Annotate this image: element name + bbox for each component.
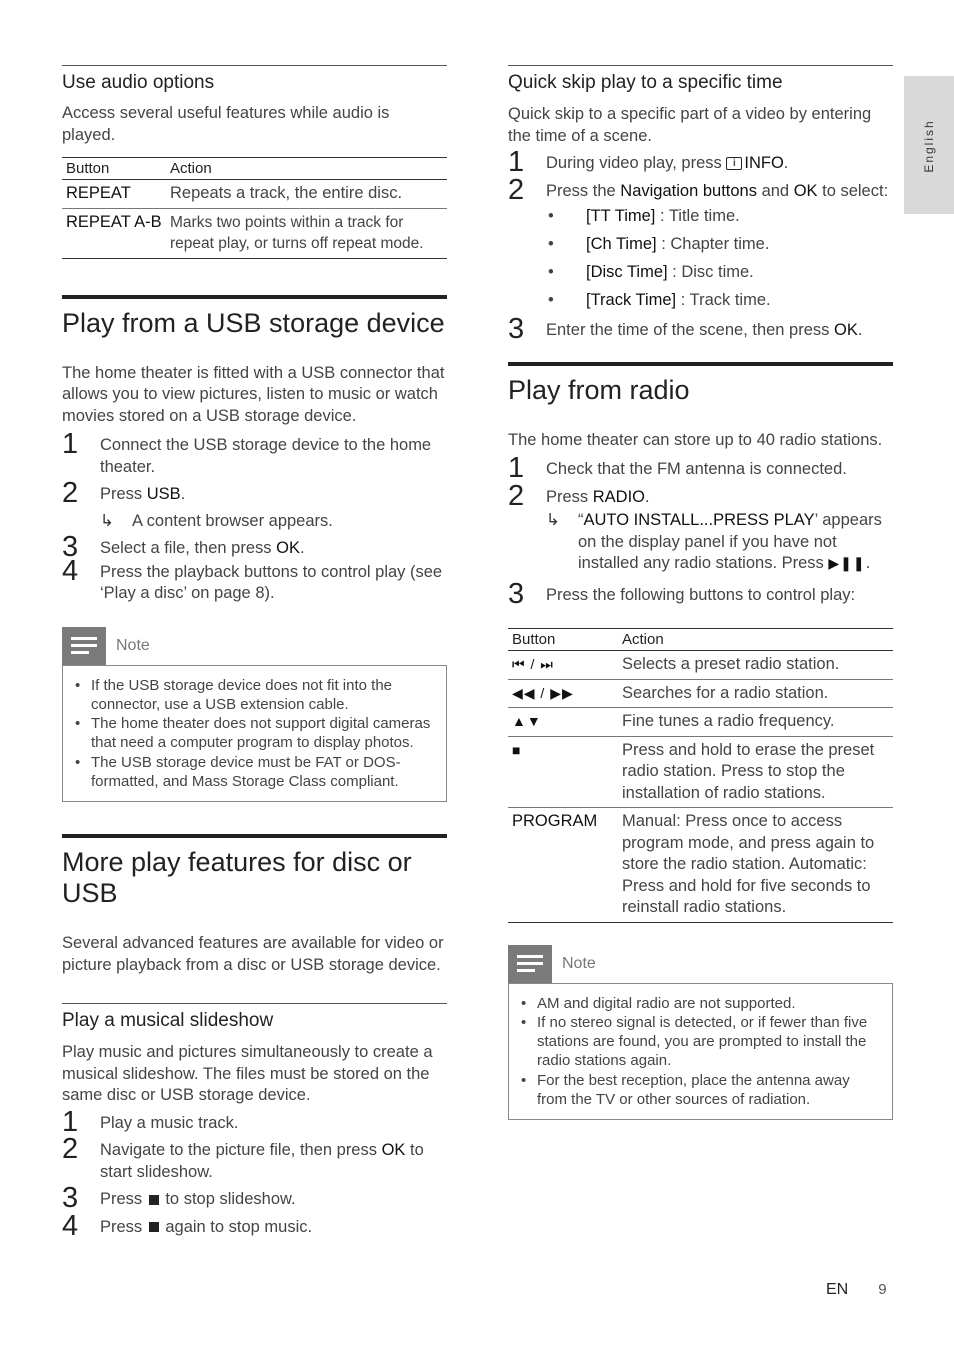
slideshow-step-2 [62,1133,447,1183]
list-item: • [Track Time] : Track time. [548,291,771,309]
option-desc: : Disc time. [667,263,754,281]
option-desc: : Title time. [655,207,740,225]
more-features-heading: More play features for disc or USB [62,847,412,909]
table-row [508,651,893,680]
result-text: “ [578,511,584,529]
stop-icon [149,1195,159,1205]
section-divider [62,1003,447,1004]
step-number: 2 [62,477,79,509]
usb-section-heading: Play from a USB storage device [62,307,445,338]
step-text: Press [100,1217,147,1236]
column-header-button: Button [512,631,556,648]
note-header [62,627,447,665]
table-row [62,180,447,209]
note-item: • AM and digital radio are not supported. [517,994,882,1013]
list-item: • [Ch Time] : Chapter time. [548,235,770,253]
radio-step-2 [508,479,893,512]
page-number: 9 [878,1281,887,1298]
key-label: OK [381,1141,406,1160]
list-item: • [TT Time] : Title time. [548,207,740,225]
slideshow-heading: Play a musical slideshow [62,1010,274,1032]
page-footer [826,1281,887,1299]
note-item: • If the USB storage device does not fit into the connector, use a USB extension cable. [71,676,436,715]
key-label: OK [276,539,300,557]
quick-skip-intro: Quick skip to a specific part of a video by entering the time of a scene. [508,105,872,145]
usb-note [62,627,447,803]
radio-step-2-result [508,510,893,575]
step-text: Press the [546,181,621,200]
step-text: Press [100,485,147,503]
note-item: • The USB storage device must be FAT or DOS-formatted, and Mass Storage Class compliant. [71,753,436,792]
usb-step-1 [62,428,447,478]
radio-section-heading: Play from radio [508,374,690,405]
action-cell: Fine tunes a radio frequency. [622,712,835,730]
option-key: [TT Time] [586,207,656,225]
time-options-list [508,202,893,314]
key-label: INFO [744,154,784,172]
step-number: 2 [508,173,525,206]
option-desc: : Chapter time. [656,235,770,253]
slideshow-step-3 [62,1182,447,1215]
step-number: 3 [62,1182,79,1215]
section-divider [508,362,893,366]
step-text: to select: [817,181,889,200]
note-icon [62,627,106,665]
step-text: . [783,154,789,172]
more-features-intro: Several advanced features are available for video or picture playback from a disc or USB storage device. [62,934,444,974]
step-text: to start slideshow. [100,1141,424,1181]
step-number: 1 [62,1105,79,1138]
key-label: USB [146,485,181,503]
step-text: During video play, press [546,154,727,172]
usb-intro: The home theater is fitted with a USB connector that allows you to view pictures, listen to music or watch movies stored on a USB storage device. [62,363,445,425]
result-arrow-icon: ↳ [546,511,560,529]
stop-icon [149,1222,159,1232]
section-divider [62,834,447,838]
step-text: again to stop music. [160,1217,313,1236]
button-cell: REPEAT A-B [66,212,162,231]
rewind-forward-icon: ◀◀ / ▶▶ [512,684,574,701]
step-number: 3 [508,313,525,345]
step-text: Navigate to the picture file, then press [100,1141,382,1160]
key-label: OK [793,181,818,200]
step-number: 4 [62,1209,79,1242]
option-key: [Ch Time] [586,235,657,253]
usb-step-2-result [62,511,447,533]
step-number: 3 [62,531,79,563]
play-pause-icon: ▶❚❚ [828,555,866,571]
step-number: 1 [508,452,525,484]
step-text: Press [100,1190,147,1209]
action-cell: Marks two points within a track for repeat play, or turns off repeat mode. [170,213,424,252]
radio-step-1 [508,452,893,484]
step-text: Enter the time of the scene, then press [546,321,834,339]
table-row [508,808,893,923]
table-header-row [508,629,893,651]
action-cell: Repeats a track, the entire disc. [170,184,403,202]
info-icon: i [726,157,742,170]
step-number: 1 [62,428,79,460]
language-tab [904,76,954,214]
result-text: ’ appears on the display panel if you have not installed any radio stations. Press [578,511,882,572]
note-label: Note [116,636,150,654]
step-text: . [645,487,650,506]
radio-controls-table [508,628,893,923]
note-label: Note [562,954,596,972]
step-text: to stop slideshow. [160,1190,296,1209]
step-text: Play a music track. [100,1113,239,1132]
usb-step-3 [62,531,447,563]
audio-options-heading: Use audio options [62,72,215,93]
button-cell: REPEAT [66,184,131,202]
radio-step-3 [508,577,893,610]
option-key: [Track Time] [586,291,677,309]
step-number: 1 [508,146,525,178]
note-icon [508,945,552,983]
step-text: . [299,539,305,557]
note-box [508,983,893,1121]
step-text: Press [546,487,593,506]
skip-step-1 [508,146,893,178]
option-desc: : Track time. [676,291,771,309]
step-text: Select a file, then press [100,539,277,557]
step-text: . [180,485,186,503]
table-row [508,679,893,708]
note-item: • If no stereo signal is detected, or if fewer than five stations are found, you are prompted to install the radio stations again. [517,1013,882,1071]
left-column [62,65,447,1242]
column-header-button: Button [66,160,110,177]
table-row [508,708,893,737]
stop-icon: ■ [512,741,522,758]
audio-options-table [62,157,447,259]
slideshow-step-4 [62,1209,447,1242]
key-label: RADIO [592,487,646,506]
audio-options-intro: Access several useful features while audio is played. [62,104,390,144]
note-box [62,665,447,803]
step-text: and [756,181,794,200]
list-item: • [Disc Time] : Disc time. [548,263,754,281]
action-cell: Selects a preset radio station. [622,655,840,673]
slideshow-step-1 [62,1105,447,1138]
note-header [508,945,893,983]
radio-intro: The home theater can store up to 40 radio stations. [508,430,883,449]
step-number: 4 [62,554,79,587]
section-divider [508,65,893,66]
table-row [62,208,447,258]
step-number: 2 [62,1133,79,1166]
table-header-row [62,158,447,180]
step-text: Press the playback buttons to control play (see ‘Play a disc’ on page 8). [100,562,443,602]
key-label: Navigation buttons [620,181,757,200]
action-cell: Searches for a radio station. [622,683,829,702]
step-text: Connect the USB storage device to the home theater. [100,436,432,476]
up-down-icon: ▲▼ [512,713,542,729]
section-divider [62,295,447,299]
key-label: OK [834,321,858,339]
note-item: • The home theater does not support digital cameras that need a computer program to display photos. [71,714,436,753]
result-text: . [865,554,871,572]
column-header-action: Action [170,160,212,177]
prev-next-icon: ⏮ / ⏭ [512,656,554,672]
step-number: 3 [508,577,525,610]
step-text: Press the following buttons to control play: [546,585,856,604]
button-cell: PROGRAM [512,812,598,830]
right-column [508,65,893,1120]
column-header-action: Action [622,631,664,648]
table-row [508,736,893,808]
step-text: Check that the FM antenna is connected. [546,460,847,478]
language-tab-label: English [922,119,936,173]
usb-step-4 [62,554,447,605]
step-number: 2 [508,479,525,512]
footer-language: EN [826,1281,849,1298]
step-text: . [857,321,863,339]
action-cell: Manual: Press once to access program mode, and press again to store the radio station. Automatic: Press and hold for five seconds to reinstall radio stations. [622,812,875,916]
result-text: A content browser appears. [132,511,333,530]
result-arrow-icon: ↳ [100,511,114,530]
skip-step-2 [508,173,893,206]
display-message: AUTO INSTALL...PRESS PLAY [583,511,815,529]
slideshow-intro: Play music and pictures simultaneously to create a musical slideshow. The files must be stored on the same disc or USB storage device. [62,1043,433,1105]
action-cell: Press and hold to erase the preset radio station. Press to stop the installation of radio stations. [622,740,875,802]
quick-skip-heading: Quick skip play to a specific time [508,72,783,93]
usb-step-2 [62,477,447,509]
section-divider [62,65,447,66]
note-item: • For the best reception, place the antenna away from the TV or other sources of radiation. [517,1071,882,1110]
option-key: [Disc Time] [586,263,668,281]
skip-step-3 [508,313,893,345]
radio-note [508,945,893,1121]
